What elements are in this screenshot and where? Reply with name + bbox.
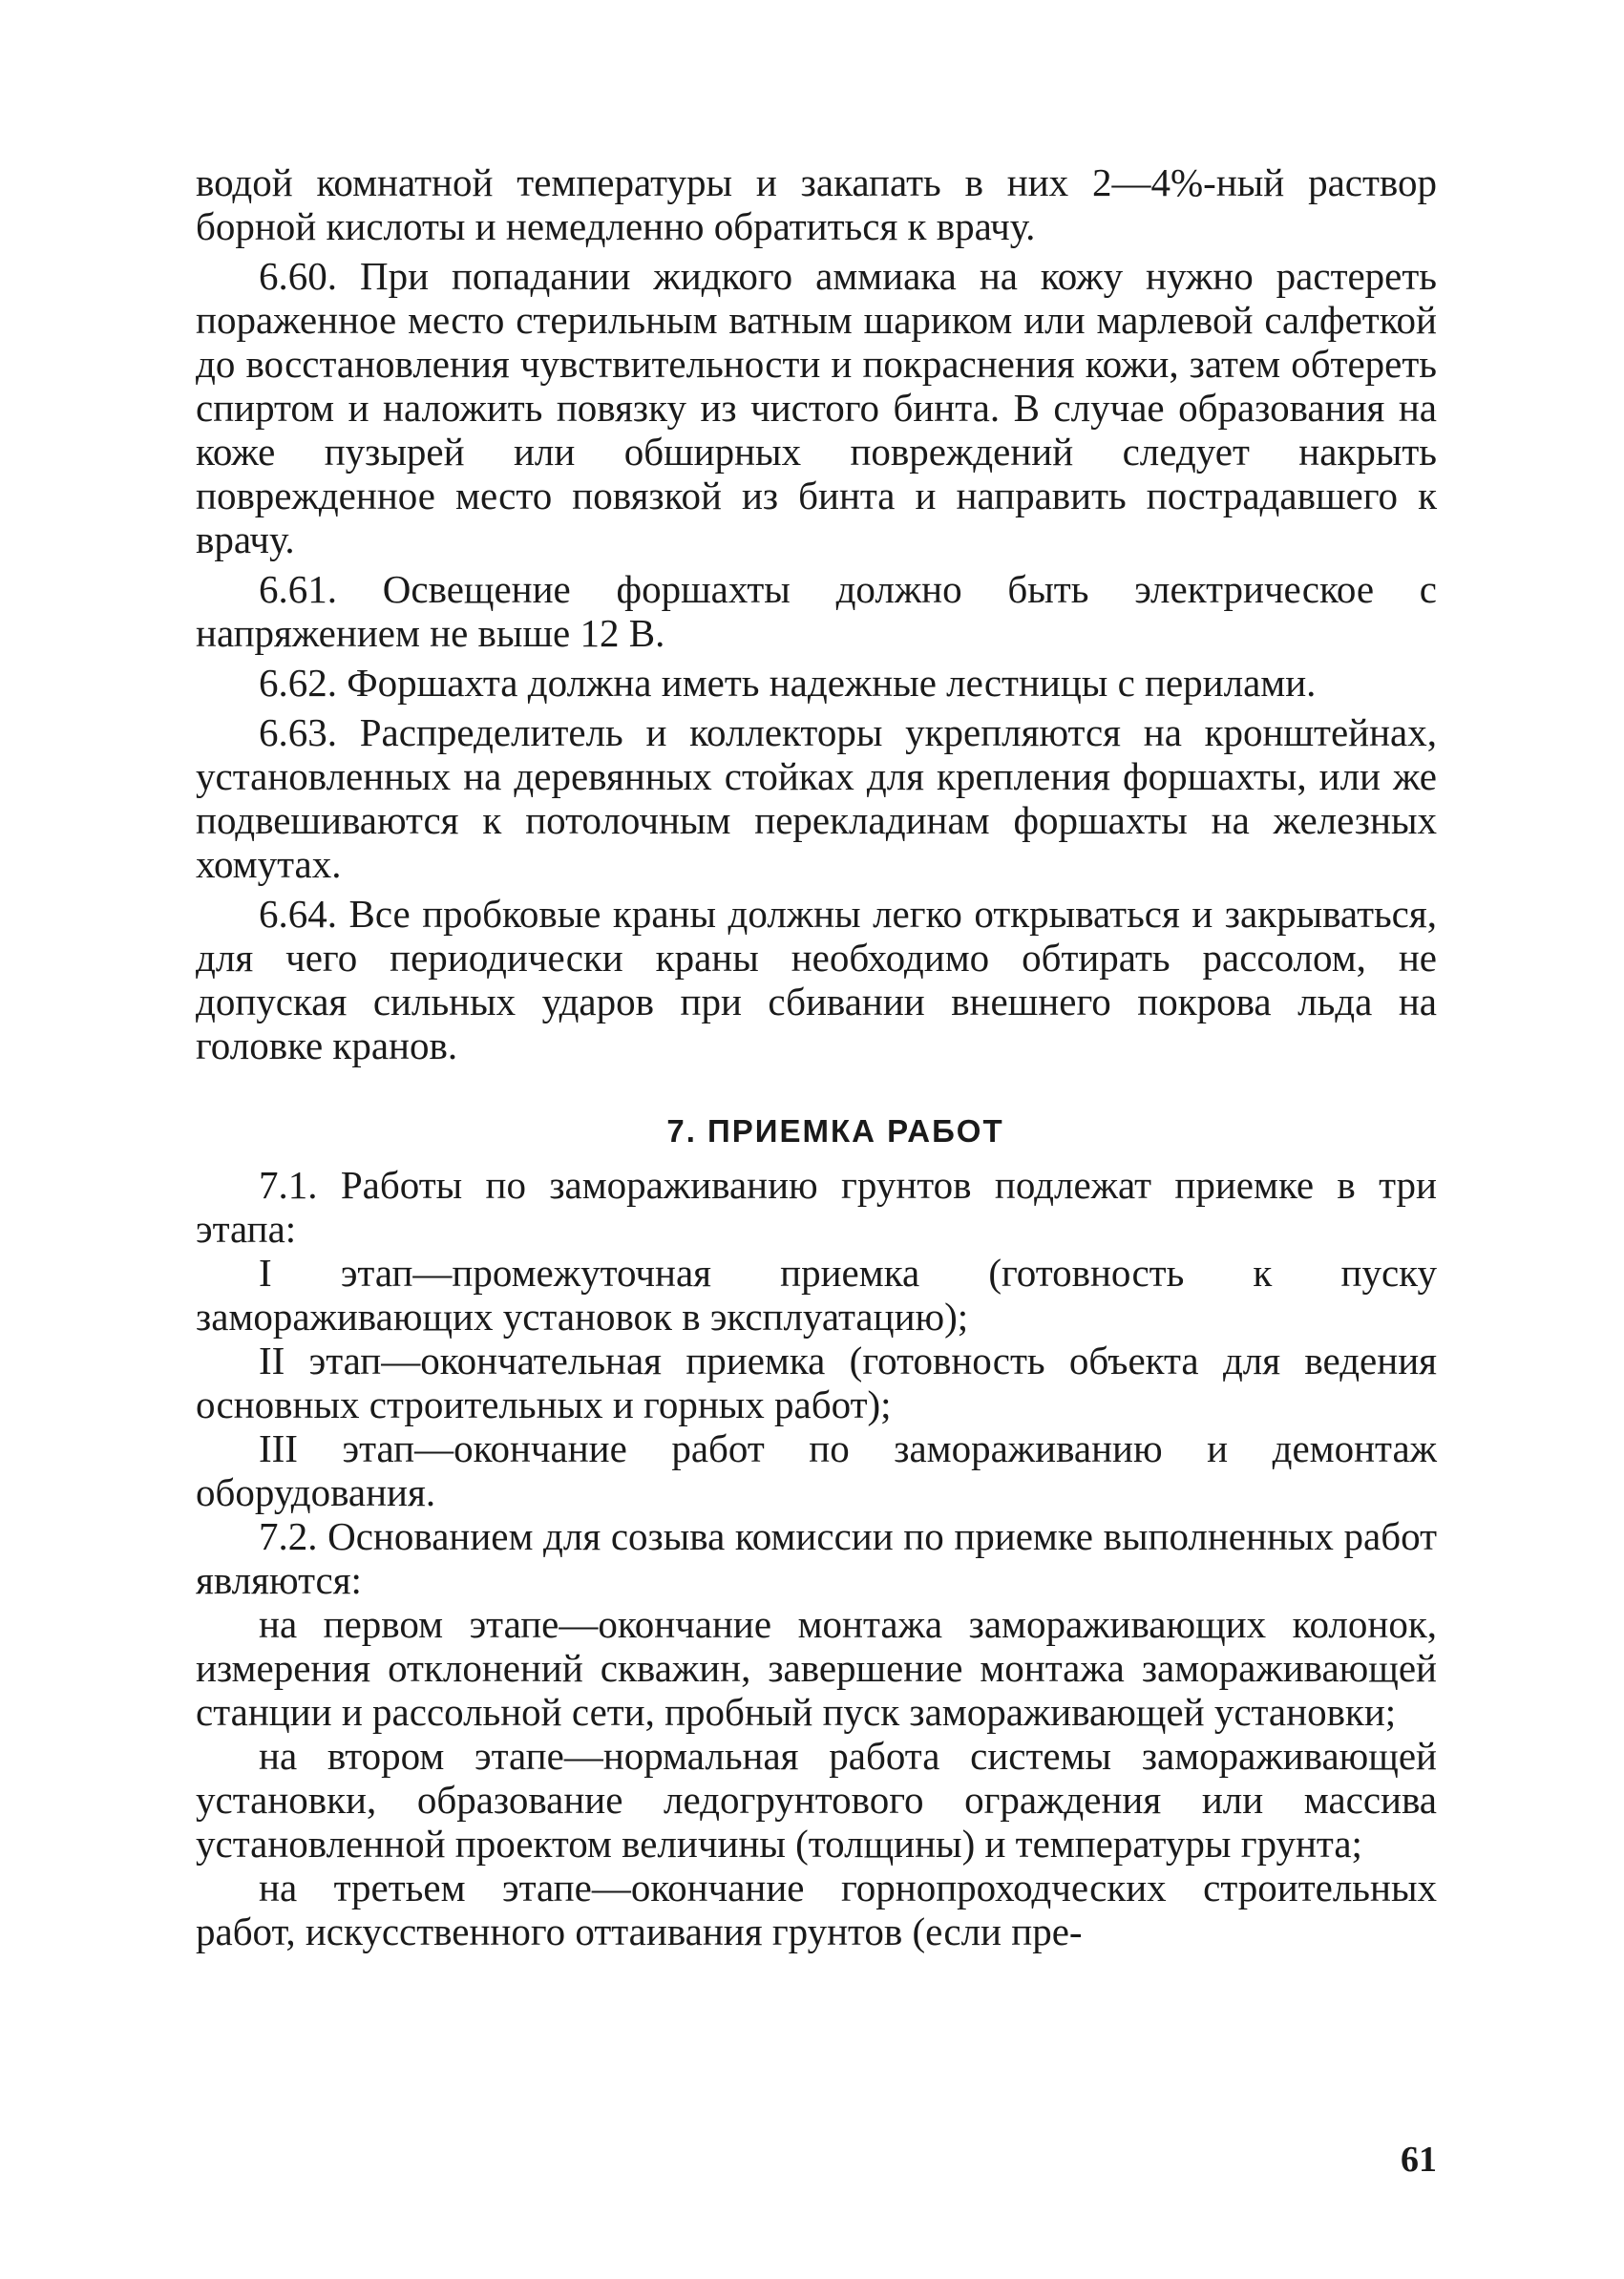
paragraph-continuation: водой комнатной температуры и закапать в них 2—4%-ный раствор борной кислоты и немедленно обратиться к врачу. [196,160,1437,248]
paragraph-7-1: 7.1. Работы по замораживанию грунтов подлежат приемке в три этапа: [196,1163,1437,1251]
paragraph-second-stage: на втором этапе—нормальная работа системы замораживающей установки, образование ледогрунтового ограждения или массива установленной проектом величины (толщины) и температуры грунта; [196,1734,1437,1866]
section-heading: 7. ПРИЕМКА РАБОТ [666,1113,1004,1149]
paragraph-third-stage: на третьем этапе—окончание горнопроходческих строительных работ, искусственного оттаивания грунтов (если пре- [196,1866,1437,1953]
body-text-bottom [196,1163,1437,1953]
document-page [196,160,1437,2223]
paragraph-6-61: 6.61. Освещение форшахты должно быть электрическое с напряжением не выше 12 В. [196,567,1437,655]
paragraph-stage-3: III этап—окончание работ по замораживанию и демонтаж оборудования. [196,1426,1437,1514]
body-text-top [196,160,1437,1067]
page-number: 61 [1401,2140,1437,2180]
paragraph-6-62: 6.62. Форшахта должна иметь надежные лестницы с перилами. [259,661,1317,705]
paragraph-6-60: 6.60. При попадании жидкого аммиака на кожу нужно растереть пораженное место стерильным ватным шариком или марлевой салфеткой до восстановления чувствительности и покраснения кожи, затем обтереть спиртом и наложить повязку из чистого бинта. В случае образования на коже пузырей или обширных повреждений следует накрыть поврежденное место повязкой из бинта и направить пострадавшего к врачу. [196,254,1437,561]
paragraph-6-63: 6.63. Распределитель и коллекторы укрепляются на кронштейнах, установленных на деревянных стойках для крепления форшахты, или же подвешиваются к потолочным перекладинам форшахты на железных хомутах. [196,710,1437,886]
paragraph-first-stage: на первом этапе—окончание монтажа замораживающих колонок, измерения отклонений скважин, завершение монтажа замораживающей станции и рассольной сети, пробный пуск замораживающей установки; [196,1602,1437,1734]
paragraph-7-2: 7.2. Основанием для созыва комиссии по приемке выполненных работ являются: [196,1514,1437,1602]
paragraph-stage-2: II этап—окончательная приемка (готовность объекта для ведения основных строительных и горных работ); [196,1339,1437,1426]
paragraph-stage-1: I этап—промежуточная приемка (готовность к пуску замораживающих установок в эксплуатацию); [196,1251,1437,1339]
paragraph-6-64: 6.64. Все пробковые краны должны легко открываться и закрываться, для чего периодически краны необходимо обтирать рассолом, не допуская сильных ударов при сбивании внешнего покрова льда на головке кранов. [196,892,1437,1067]
